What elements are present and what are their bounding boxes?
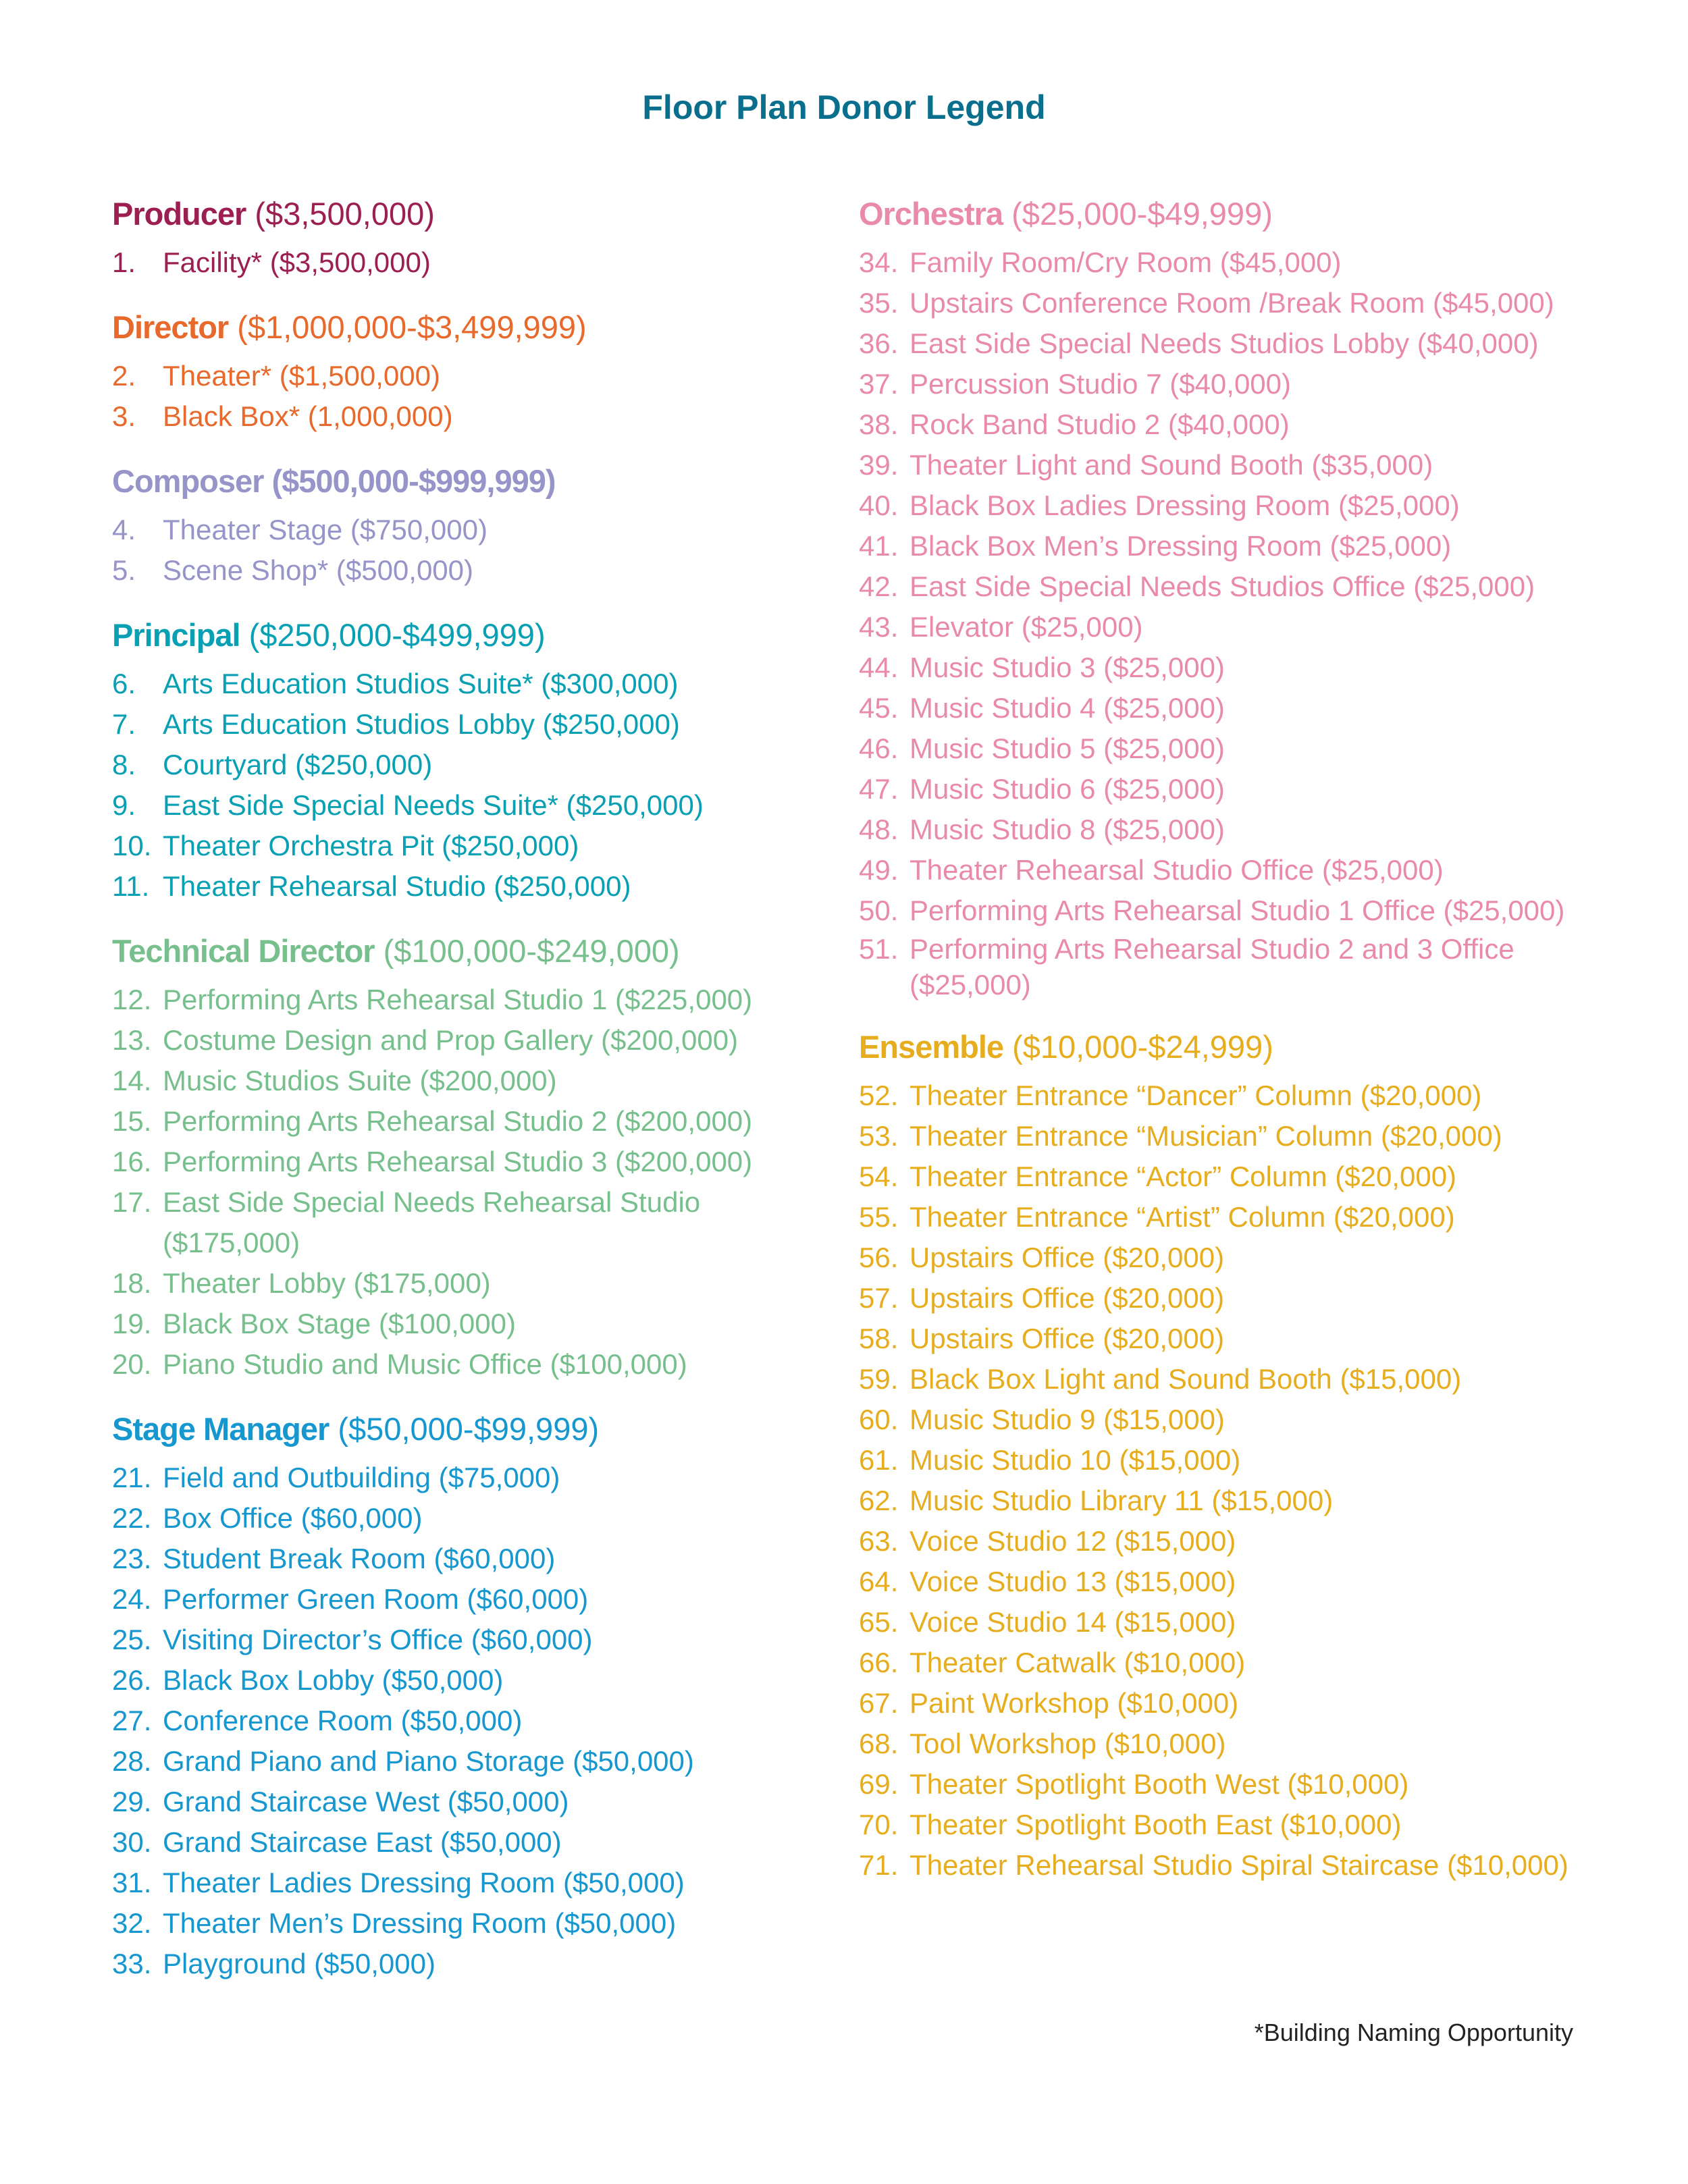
item-text: Arts Education Studios Suite* ($300,000) — [163, 668, 679, 699]
item-text: Music Studio 6 ($25,000) — [909, 773, 1225, 805]
list-item — [112, 1304, 841, 1344]
list-item — [859, 1278, 1629, 1319]
item-text: Performing Arts Rehearsal Studio 1 ($225,000) — [163, 984, 753, 1015]
item-text: Theater Stage ($750,000) — [163, 514, 487, 545]
footnote: *Building Naming Opportunity — [1254, 2019, 1573, 2046]
item-number: 12. — [112, 984, 152, 1015]
list-item — [112, 866, 841, 907]
section-ensemble — [859, 1026, 1629, 1886]
list-item — [112, 664, 841, 704]
item-text: Black Box Light and Sound Booth ($15,000) — [909, 1363, 1462, 1395]
item-text: Courtyard ($250,000) — [163, 749, 433, 780]
tier-name: Composer ($500,000-$999,999) — [112, 463, 556, 499]
tier-name: Orchestra — [859, 196, 1003, 232]
item-text: Playground ($50,000) — [163, 1948, 436, 1979]
item-list — [112, 664, 841, 907]
item-text: Percussion Studio 7 ($40,000) — [909, 368, 1292, 400]
section-heading — [112, 192, 841, 236]
item-text: Black Box Men’s Dressing Room ($25,000) — [909, 530, 1452, 562]
item-number: 39. — [859, 449, 899, 481]
tier-range: ($1,000,000-$3,499,999) — [228, 309, 587, 345]
item-number: 7. — [112, 708, 136, 740]
item-text: East Side Special Needs Studios Lobby ($40,000) — [909, 327, 1539, 359]
item-number: 60. — [859, 1404, 899, 1435]
section-orchestra — [859, 192, 1629, 1003]
tier-name: Producer — [112, 196, 246, 232]
tier-range: ($100,000-$249,000) — [374, 933, 680, 969]
item-text: Theater Catwalk ($10,000) — [909, 1647, 1246, 1678]
item-text: Music Studios Suite ($200,000) — [163, 1065, 557, 1096]
item-text: Upstairs Office ($20,000) — [909, 1242, 1225, 1273]
item-number: 58. — [859, 1323, 899, 1354]
list-item — [859, 1237, 1629, 1278]
item-number: 59. — [859, 1363, 899, 1395]
item-text: East Side Special Needs Rehearsal Studio ($175,000) — [163, 1186, 701, 1258]
list-item — [112, 1539, 841, 1579]
item-number: 30. — [112, 1826, 152, 1858]
item-text: Music Studio 9 ($15,000) — [909, 1404, 1225, 1435]
item-list — [112, 356, 841, 437]
section-principal — [112, 614, 841, 907]
item-text: Arts Education Studios Lobby ($250,000) — [163, 708, 680, 740]
item-text: Field and Outbuilding ($75,000) — [163, 1462, 560, 1493]
list-item — [859, 1116, 1629, 1156]
list-item — [859, 1400, 1629, 1440]
tier-range: ($10,000-$24,999) — [1003, 1029, 1273, 1065]
item-number: 36. — [859, 327, 899, 359]
item-text: Student Break Room ($60,000) — [163, 1543, 556, 1574]
section-producer — [112, 192, 841, 283]
list-item — [112, 745, 841, 785]
right-column — [859, 192, 1629, 1886]
section-composer — [112, 460, 841, 591]
list-item — [112, 1344, 841, 1385]
item-text: Theater Orchestra Pit ($250,000) — [163, 830, 579, 861]
item-number: 32. — [112, 1907, 152, 1939]
item-text: Theater Light and Sound Booth ($35,000) — [909, 449, 1433, 481]
item-number: 1. — [112, 246, 136, 278]
list-item — [859, 1075, 1629, 1116]
list-item — [112, 1660, 841, 1701]
list-item — [859, 485, 1629, 526]
item-number: 18. — [112, 1267, 152, 1299]
section-stage-manager — [112, 1408, 841, 1984]
list-item — [859, 931, 1629, 1003]
item-number: 16. — [112, 1146, 152, 1177]
item-number: 5. — [112, 554, 136, 586]
item-number: 51. — [859, 933, 899, 965]
item-number: 9. — [112, 789, 136, 821]
tier-name: Director — [112, 309, 229, 345]
section-director — [112, 306, 841, 437]
item-text: Grand Piano and Piano Storage ($50,000) — [163, 1745, 694, 1777]
item-text: Performing Arts Rehearsal Studio 2 ($200,000) — [163, 1105, 753, 1137]
item-text: Facility* ($3,500,000) — [163, 246, 431, 278]
list-item — [859, 1440, 1629, 1481]
item-number: 26. — [112, 1664, 152, 1696]
item-number: 68. — [859, 1728, 899, 1759]
page-title: Floor Plan Donor Legend — [642, 88, 1046, 126]
item-text: Voice Studio 14 ($15,000) — [909, 1606, 1236, 1638]
item-number: 3. — [112, 400, 136, 432]
item-number: 48. — [859, 814, 899, 845]
list-item — [112, 396, 841, 437]
list-item — [112, 1822, 841, 1863]
item-text: Upstairs Office ($20,000) — [909, 1282, 1225, 1314]
item-number: 19. — [112, 1308, 152, 1339]
item-number: 47. — [859, 773, 899, 805]
item-text: East Side Special Needs Studios Office ($25,000) — [909, 570, 1535, 602]
item-number: 55. — [859, 1201, 899, 1233]
item-text: Visiting Director’s Office ($60,000) — [163, 1624, 593, 1655]
item-text: Paint Workshop ($10,000) — [909, 1687, 1239, 1719]
item-number: 17. — [112, 1186, 152, 1218]
item-text: Black Box Lobby ($50,000) — [163, 1664, 504, 1696]
item-number: 46. — [859, 733, 899, 764]
list-item — [859, 1683, 1629, 1724]
list-item — [859, 242, 1629, 283]
item-number: 56. — [859, 1242, 899, 1273]
item-text: Voice Studio 12 ($15,000) — [909, 1525, 1236, 1557]
item-text: Theater Lobby ($175,000) — [163, 1267, 491, 1299]
list-item — [112, 510, 841, 550]
item-number: 27. — [112, 1705, 152, 1736]
item-text: Performing Arts Rehearsal Studio 2 and 3 Office ($25,000) — [909, 933, 1514, 1001]
item-text: Rock Band Studio 2 ($40,000) — [909, 408, 1290, 440]
item-text: Theater Entrance “Musician” Column ($20,000) — [909, 1120, 1502, 1152]
list-item — [859, 1845, 1629, 1886]
item-number: 65. — [859, 1606, 899, 1638]
item-number: 15. — [112, 1105, 152, 1137]
list-item — [112, 356, 841, 396]
item-number: 62. — [859, 1485, 899, 1516]
section-heading — [112, 614, 841, 657]
item-text: Costume Design and Prop Gallery ($200,000) — [163, 1024, 739, 1056]
list-item — [859, 1359, 1629, 1400]
item-text: Elevator ($25,000) — [909, 611, 1143, 643]
list-item — [112, 826, 841, 866]
list-item — [859, 566, 1629, 607]
item-list — [112, 242, 841, 283]
tier-name: Technical Director — [112, 933, 375, 969]
list-item — [112, 1620, 841, 1660]
item-text: Music Studio 4 ($25,000) — [909, 692, 1225, 724]
item-number: 29. — [112, 1786, 152, 1817]
item-text: Piano Studio and Music Office ($100,000) — [163, 1348, 687, 1380]
item-text: Tool Workshop ($10,000) — [909, 1728, 1226, 1759]
item-number: 4. — [112, 514, 136, 545]
item-number: 14. — [112, 1065, 152, 1096]
tier-name: Ensemble — [859, 1029, 1004, 1065]
list-item — [859, 1805, 1629, 1845]
item-list — [859, 242, 1629, 1003]
item-number: 10. — [112, 830, 152, 861]
item-number: 21. — [112, 1462, 152, 1493]
item-text: Upstairs Conference Room /Break Room ($45,000) — [909, 287, 1554, 319]
item-text: Music Studio Library 11 ($15,000) — [909, 1485, 1334, 1516]
item-text: Theater* ($1,500,000) — [163, 360, 440, 392]
list-item — [859, 364, 1629, 404]
list-item — [859, 890, 1629, 931]
list-item — [112, 1782, 841, 1822]
item-text: Theater Spotlight Booth East ($10,000) — [909, 1809, 1402, 1840]
item-list — [859, 1075, 1629, 1886]
item-text: Black Box Ladies Dressing Room ($25,000) — [909, 489, 1460, 521]
item-number: 70. — [859, 1809, 899, 1840]
list-item — [859, 1197, 1629, 1237]
tier-range: ($50,000-$99,999) — [329, 1411, 600, 1447]
list-item — [859, 323, 1629, 364]
item-number: 35. — [859, 287, 899, 319]
item-number: 63. — [859, 1525, 899, 1557]
list-item — [859, 809, 1629, 850]
list-item — [112, 980, 841, 1020]
list-item — [859, 1724, 1629, 1764]
list-item — [112, 1944, 841, 1984]
section-heading — [859, 1026, 1629, 1069]
item-number: 38. — [859, 408, 899, 440]
list-item — [859, 607, 1629, 647]
item-number: 22. — [112, 1502, 152, 1534]
section-heading — [112, 306, 841, 349]
item-number: 42. — [859, 570, 899, 602]
list-item — [112, 704, 841, 745]
item-number: 57. — [859, 1282, 899, 1314]
tier-name: Principal — [112, 617, 240, 653]
item-number: 25. — [112, 1624, 152, 1655]
item-text: Theater Entrance “Dancer” Column ($20,000) — [909, 1080, 1482, 1111]
list-item — [859, 445, 1629, 485]
tier-range: ($3,500,000) — [246, 196, 435, 232]
list-item — [859, 1643, 1629, 1683]
section-heading — [112, 1408, 841, 1451]
item-number: 41. — [859, 530, 899, 562]
list-item — [112, 1020, 841, 1061]
section-heading — [112, 460, 841, 503]
item-number: 66. — [859, 1647, 899, 1678]
list-item — [112, 1263, 841, 1304]
item-number: 61. — [859, 1444, 899, 1476]
item-text: Performing Arts Rehearsal Studio 3 ($200,000) — [163, 1146, 753, 1177]
item-list — [112, 510, 841, 591]
item-text: Performing Arts Rehearsal Studio 1 Office ($25,000) — [909, 895, 1565, 926]
list-item — [859, 728, 1629, 769]
list-item — [112, 1061, 841, 1101]
item-text: Theater Ladies Dressing Room ($50,000) — [163, 1867, 685, 1898]
item-text: Music Studio 3 ($25,000) — [909, 651, 1225, 683]
list-item — [859, 1602, 1629, 1643]
section-heading — [859, 192, 1629, 236]
item-number: 23. — [112, 1543, 152, 1574]
item-text: Voice Studio 13 ($15,000) — [909, 1566, 1236, 1597]
item-number: 6. — [112, 668, 136, 699]
item-list — [112, 1458, 841, 1984]
list-item — [112, 1863, 841, 1903]
item-number: 37. — [859, 368, 899, 400]
item-text: Theater Entrance “Actor” Column ($20,000) — [909, 1161, 1457, 1192]
item-text: Theater Rehearsal Studio Office ($25,000) — [909, 854, 1444, 886]
list-item — [859, 1481, 1629, 1521]
item-text: Conference Room ($50,000) — [163, 1705, 523, 1736]
item-number: 2. — [112, 360, 136, 392]
item-number: 71. — [859, 1849, 899, 1881]
list-item — [112, 1701, 841, 1741]
item-text: Box Office ($60,000) — [163, 1502, 423, 1534]
item-number: 50. — [859, 895, 899, 926]
list-item — [112, 1101, 841, 1142]
item-text: Upstairs Office ($20,000) — [909, 1323, 1225, 1354]
list-item — [112, 550, 841, 591]
section-heading — [112, 930, 841, 973]
list-item — [859, 1521, 1629, 1562]
item-text: Theater Spotlight Booth West ($10,000) — [909, 1768, 1409, 1800]
item-text: Theater Entrance “Artist” Column ($20,000) — [909, 1201, 1455, 1233]
item-text: Black Box Stage ($100,000) — [163, 1308, 516, 1339]
item-number: 24. — [112, 1583, 152, 1615]
item-number: 43. — [859, 611, 899, 643]
tier-name: Stage Manager — [112, 1411, 329, 1447]
item-number: 34. — [859, 246, 899, 278]
list-item — [859, 1156, 1629, 1197]
list-item — [112, 1903, 841, 1944]
tier-range: ($250,000-$499,999) — [240, 617, 546, 653]
list-item — [859, 1764, 1629, 1805]
item-text: Music Studio 8 ($25,000) — [909, 814, 1225, 845]
list-item — [112, 1458, 841, 1498]
item-number: 20. — [112, 1348, 152, 1380]
item-number: 53. — [859, 1120, 899, 1152]
item-number: 8. — [112, 749, 136, 780]
item-number: 13. — [112, 1024, 152, 1056]
list-item — [112, 1142, 841, 1182]
tier-range: ($25,000-$49,999) — [1003, 196, 1273, 232]
item-text: Performer Green Room ($60,000) — [163, 1583, 589, 1615]
item-text: Music Studio 10 ($15,000) — [909, 1444, 1241, 1476]
list-item — [112, 1741, 841, 1782]
item-number: 49. — [859, 854, 899, 886]
item-text: Grand Staircase East ($50,000) — [163, 1826, 562, 1858]
item-text: Music Studio 5 ($25,000) — [909, 733, 1225, 764]
item-text: Black Box* (1,000,000) — [163, 400, 453, 432]
list-item — [859, 647, 1629, 688]
item-text: Scene Shop* ($500,000) — [163, 554, 474, 586]
list-item — [112, 785, 841, 826]
list-item — [112, 1579, 841, 1620]
item-number: 64. — [859, 1566, 899, 1597]
list-item — [859, 283, 1629, 323]
item-number: 33. — [112, 1948, 152, 1979]
item-list — [112, 980, 841, 1385]
list-item — [859, 1562, 1629, 1602]
item-number: 54. — [859, 1161, 899, 1192]
list-item — [112, 1498, 841, 1539]
item-text: East Side Special Needs Suite* ($250,000) — [163, 789, 704, 821]
item-number: 11. — [112, 870, 150, 902]
section-technical-director — [112, 930, 841, 1385]
item-number: 44. — [859, 651, 899, 683]
item-number: 40. — [859, 489, 899, 521]
item-number: 31. — [112, 1867, 152, 1898]
item-number: 45. — [859, 692, 899, 724]
list-item — [859, 769, 1629, 809]
list-item — [859, 850, 1629, 890]
list-item — [859, 404, 1629, 445]
item-number: 69. — [859, 1768, 899, 1800]
list-item — [859, 1319, 1629, 1359]
item-text: Theater Rehearsal Studio Spiral Staircase ($10,000) — [909, 1849, 1568, 1881]
item-number: 28. — [112, 1745, 152, 1777]
left-column — [112, 192, 841, 1984]
list-item — [112, 1182, 841, 1263]
item-text: Family Room/Cry Room ($45,000) — [909, 246, 1342, 278]
list-item — [112, 242, 841, 283]
item-number: 67. — [859, 1687, 899, 1719]
item-number: 52. — [859, 1080, 899, 1111]
list-item — [859, 688, 1629, 728]
item-text: Theater Rehearsal Studio ($250,000) — [163, 870, 631, 902]
item-text: Grand Staircase West ($50,000) — [163, 1786, 569, 1817]
item-text: Theater Men’s Dressing Room ($50,000) — [163, 1907, 677, 1939]
list-item — [859, 526, 1629, 566]
